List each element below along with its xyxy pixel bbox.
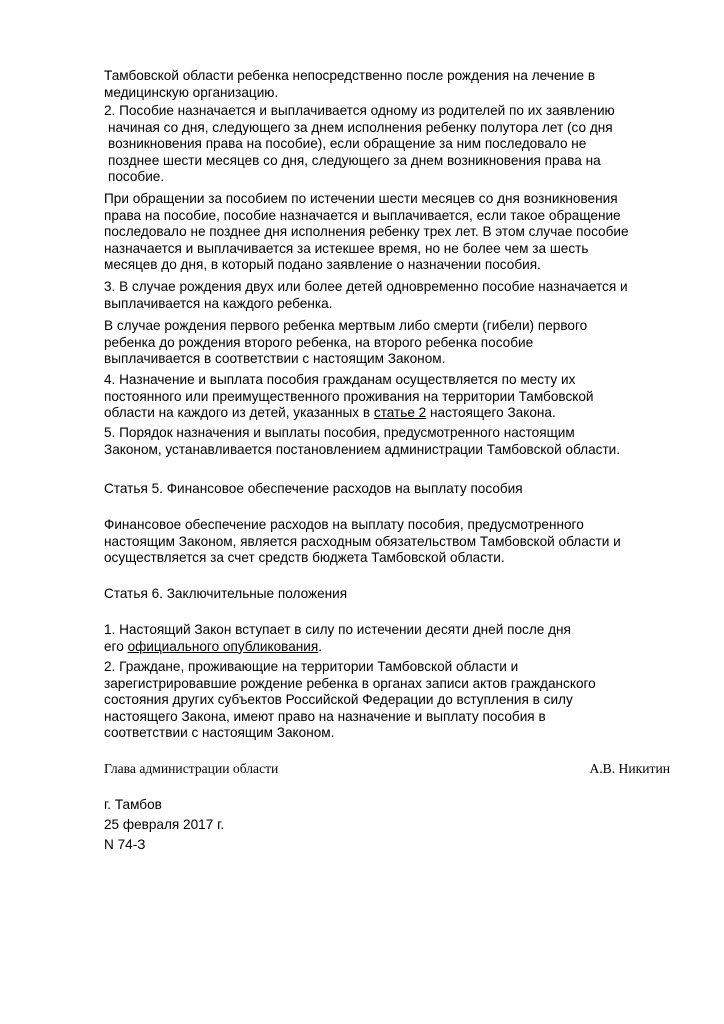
text-line: Финансовое обеспечение расходов на выплату пособия, предусмотренного bbox=[104, 517, 584, 532]
signatory-name: А.В. Никитин bbox=[589, 761, 670, 776]
text-line: Законом, устанавливается постановлением администрации Тамбовской области. bbox=[104, 441, 621, 457]
paragraph-item-3 bbox=[104, 279, 674, 312]
paragraph-item-4 bbox=[104, 372, 674, 422]
text-line: 4. Назначение и выплата пособия гражданам осуществляется по месту их bbox=[104, 372, 576, 387]
text-line: зарегистрировавшие рождение ребенка в органах записи актов гражданского bbox=[104, 675, 596, 691]
document-footer bbox=[104, 795, 674, 855]
signatory-title: Глава администрации области bbox=[104, 761, 279, 776]
article-5-body bbox=[104, 517, 674, 567]
text-line: начиная со дня, следующего за днем исполнения ребенку полутора лет (со дня bbox=[108, 119, 613, 135]
text-line: 2. Граждане, проживающие на территории Тамбовской области и bbox=[104, 659, 519, 674]
text-line: ребенка до рождения второго ребенка, на второго ребенка пособие bbox=[104, 334, 534, 350]
text-line: месяцев до дня, в который подано заявление о назначении пособия. bbox=[104, 257, 541, 273]
paragraph-continuation bbox=[104, 68, 674, 101]
text-line: 1. Настоящий Закон вступает в силу по истечении десяти дней после дня bbox=[104, 622, 571, 637]
official-publication-link[interactable]: официального опубликования bbox=[127, 638, 319, 654]
text-line: 2. Пособие назначается и выплачивается одному из родителей по их заявлению bbox=[104, 103, 615, 118]
text-line: настоящим Законом, является расходным обязательством Тамбовской области и bbox=[104, 533, 621, 549]
text-line: 3. В случае рождения двух или более детей одновременно пособие назначается и bbox=[104, 279, 628, 294]
text-line: выплачивается на каждого ребенка. bbox=[104, 295, 333, 311]
article-6-item-2 bbox=[104, 659, 674, 742]
article-6-heading: Статья 6. Заключительные положения bbox=[104, 586, 348, 601]
text-line: позднее шести месяцев со дня, следующего за днем возникновения права на bbox=[108, 152, 601, 168]
text-line: выплачивается в соответствии с настоящим Законом. bbox=[104, 351, 446, 367]
text-line bbox=[104, 405, 674, 422]
text-line: состояния других субъектов Российской Федерации до вступления в силу bbox=[104, 692, 573, 708]
text-line: соответствии с настоящим Законом. bbox=[104, 725, 335, 741]
text-fragment: области на каждого из детей, указанных в bbox=[104, 405, 374, 421]
text-line: права на пособие, пособие назначается и выплачивается, если такое обращение bbox=[104, 207, 621, 223]
text-line: осуществляется за счет средств бюджета Тамбовской области. bbox=[104, 550, 505, 566]
text-line: 5. Порядок назначения и выплаты пособия, предусмотренного настоящим bbox=[104, 425, 575, 440]
text-line: медицинскую организацию. bbox=[104, 84, 279, 100]
article-5-heading: Статья 5. Финансовое обеспечение расходов на выплату пособия bbox=[104, 481, 523, 496]
article-6-item-1 bbox=[104, 622, 674, 655]
text-fragment: . bbox=[318, 638, 323, 654]
article-2-link[interactable]: статье 2 bbox=[373, 405, 427, 421]
text-line: При обращении за пособием по истечении шести месяцев со дня возникновения bbox=[104, 191, 618, 206]
text-line bbox=[104, 639, 674, 656]
date-line: 25 февраля 2017 г. bbox=[104, 817, 225, 832]
text-line: пособие. bbox=[108, 169, 165, 185]
text-line: возникновения права на пособие), если обращение за ним последовало не bbox=[108, 136, 587, 152]
text-line: В случае рождения первого ребенка мертвым либо смерти (гибели) первого bbox=[104, 318, 588, 333]
paragraph-first-child bbox=[104, 318, 674, 368]
text-line: настоящего Закона, имеют право на назначение и выплату пособия в bbox=[104, 708, 546, 724]
text-line: постоянного или преимущественного проживания на территории Тамбовской bbox=[104, 388, 594, 404]
text-line: последовало не позднее дня исполнения ребенку трех лет. В этом случае пособие bbox=[104, 224, 629, 240]
law-number: N 74-З bbox=[104, 837, 146, 852]
text-fragment: настоящего Закона. bbox=[426, 405, 556, 421]
text-fragment: его bbox=[104, 638, 128, 654]
text-line: назначается и выплачивается за истекшее время, но не более чем за шесть bbox=[104, 240, 589, 256]
text-line: Тамбовской области ребенка непосредственно после рождения на лечение в bbox=[104, 68, 596, 83]
city-line: г. Тамбов bbox=[104, 797, 162, 812]
paragraph-item-5 bbox=[104, 425, 674, 458]
paragraph-late-claim bbox=[104, 191, 674, 274]
paragraph-item-2 bbox=[104, 103, 674, 186]
